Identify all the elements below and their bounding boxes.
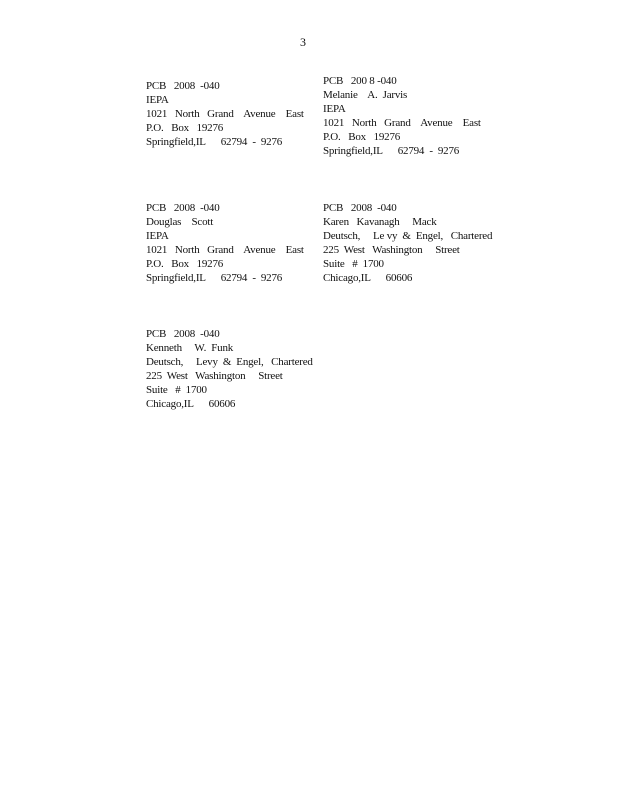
case-number: PCB 2008 -040 [146, 328, 220, 340]
recipient-name: Karen Kavanagh Mack [323, 216, 437, 228]
street-address: 1021 North Grand Avenue East [323, 117, 481, 129]
po-box: P.O. Box 19276 [146, 258, 224, 270]
street-address: 225 West Washington Street [323, 244, 460, 256]
suite-number: Suite # 1700 [146, 384, 207, 396]
case-number: PCB 2008 -040 [323, 202, 397, 214]
city-state-zip: Springfield,IL 62794 - 9276 [146, 272, 283, 284]
city-state-zip: Chicago,IL 60606 [323, 272, 413, 284]
street-address: 1021 North Grand Avenue East [146, 244, 304, 256]
case-number: PCB 2008 -040 [146, 202, 220, 214]
case-number: PCB 200 8 -040 [323, 75, 397, 87]
page-number: 3 [300, 35, 306, 49]
po-box: P.O. Box 19276 [323, 131, 401, 143]
service-address-block [146, 327, 316, 411]
city-state-zip: Chicago,IL 60606 [146, 398, 236, 410]
suite-number: Suite # 1700 [323, 258, 384, 270]
recipient-organization: IEPA [146, 230, 169, 242]
service-address-block [146, 201, 316, 285]
street-address: 1021 North Grand Avenue East [146, 108, 304, 120]
city-state-zip: Springfield,IL 62794 - 9276 [146, 136, 283, 148]
recipient-organization: IEPA [146, 94, 169, 106]
case-number: PCB 2008 -040 [146, 80, 220, 92]
recipient-organization: Deutsch, Levy & Engel, Chartered [146, 356, 313, 368]
city-state-zip: Springfield,IL 62794 - 9276 [323, 145, 460, 157]
recipient-organization: Deutsch, Le vy & Engel, Chartered [323, 230, 493, 242]
service-address-block [323, 201, 493, 285]
recipient-name: Melanie A. Jarvis [323, 89, 408, 101]
street-address: 225 West Washington Street [146, 370, 283, 382]
po-box: P.O. Box 19276 [146, 122, 224, 134]
recipient-organization: IEPA [323, 103, 346, 115]
service-address-block [146, 79, 316, 149]
recipient-name: Kenneth W. Funk [146, 342, 234, 354]
service-address-block [323, 74, 493, 158]
recipient-name: Douglas Scott [146, 216, 214, 228]
